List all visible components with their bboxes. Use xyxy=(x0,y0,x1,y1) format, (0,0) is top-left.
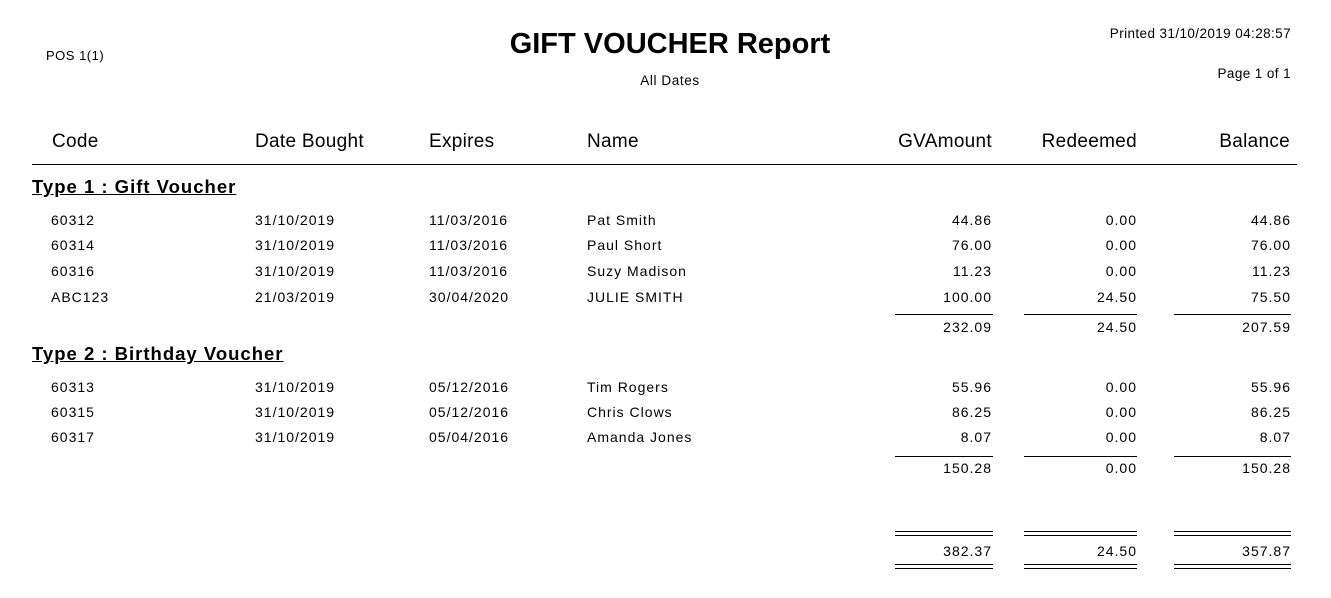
cell-expires: 11/03/2016 xyxy=(429,263,509,279)
cell-redeemed: 0.00 xyxy=(1105,429,1137,445)
printed-timestamp: Printed 31/10/2019 04:28:57 xyxy=(1109,26,1291,41)
column-header-balance: Balance xyxy=(1219,131,1290,152)
grand-total-double-rule xyxy=(1024,531,1137,536)
cell-expires: 11/03/2016 xyxy=(429,212,509,228)
cell-date-bought: 31/10/2019 xyxy=(255,263,336,279)
cell-balance: 86.25 xyxy=(1250,404,1291,420)
column-header-date-bought: Date Bought xyxy=(255,131,364,152)
grand-total-double-rule xyxy=(895,564,993,569)
column-header-code: Code xyxy=(52,131,99,152)
cell-gv-amount: 55.96 xyxy=(951,379,992,395)
cell-date-bought: 31/10/2019 xyxy=(255,404,336,420)
cell-date-bought: 31/10/2019 xyxy=(255,212,336,228)
subtotal-balance: 150.28 xyxy=(1242,460,1291,476)
cell-expires: 30/04/2020 xyxy=(429,289,510,305)
subtotal-rule xyxy=(895,314,993,315)
cell-code: 60315 xyxy=(51,404,95,420)
section-title: Type 1 : Gift Voucher xyxy=(32,176,237,197)
grand-total-gv-amount: 382.37 xyxy=(943,543,992,559)
cell-code: 60314 xyxy=(51,237,95,253)
subtotal-redeemed: 24.50 xyxy=(1096,319,1137,335)
pos-label: POS 1(1) xyxy=(46,48,105,63)
cell-name: Paul Short xyxy=(587,237,663,253)
cell-expires: 05/12/2016 xyxy=(429,379,510,395)
cell-name: Amanda Jones xyxy=(587,429,693,445)
cell-redeemed: 0.00 xyxy=(1105,379,1137,395)
grand-total-double-rule xyxy=(1174,531,1291,536)
cell-expires: 11/03/2016 xyxy=(429,237,509,253)
cell-balance: 11.23 xyxy=(1252,263,1291,279)
column-header-redeemed: Redeemed xyxy=(1041,131,1137,152)
section-title: Type 2 : Birthday Voucher xyxy=(32,343,284,364)
grand-total-balance: 357.87 xyxy=(1242,543,1291,559)
cell-code: 60313 xyxy=(51,379,95,395)
cell-name: Chris Clows xyxy=(587,404,673,420)
cell-gv-amount: 44.86 xyxy=(951,212,992,228)
cell-redeemed: 0.00 xyxy=(1105,404,1137,420)
subtotal-rule xyxy=(1174,456,1291,457)
cell-date-bought: 31/10/2019 xyxy=(255,379,336,395)
cell-expires: 05/04/2016 xyxy=(429,429,510,445)
grand-total-redeemed: 24.50 xyxy=(1096,543,1137,559)
cell-redeemed: 0.00 xyxy=(1105,212,1137,228)
cell-balance: 75.50 xyxy=(1250,289,1291,305)
cell-redeemed: 24.50 xyxy=(1096,289,1137,305)
cell-name: Suzy Madison xyxy=(587,263,687,279)
subtotal-redeemed: 0.00 xyxy=(1105,460,1137,476)
cell-balance: 76.00 xyxy=(1250,237,1291,253)
cell-balance: 55.96 xyxy=(1250,379,1291,395)
cell-name: JULIE SMITH xyxy=(587,289,684,305)
subtotal-rule xyxy=(895,456,993,457)
cell-gv-amount: 76.00 xyxy=(951,237,992,253)
column-header-gv-amount: GVAmount xyxy=(898,131,992,152)
cell-code: 60317 xyxy=(51,429,95,445)
cell-expires: 05/12/2016 xyxy=(429,404,510,420)
column-header-name: Name xyxy=(587,131,639,152)
subtotal-balance: 207.59 xyxy=(1242,319,1291,335)
cell-code: ABC123 xyxy=(51,289,110,305)
header-divider xyxy=(32,164,1297,165)
cell-date-bought: 31/10/2019 xyxy=(255,237,336,253)
report-title: GIFT VOUCHER Report xyxy=(509,28,831,60)
cell-balance: 44.86 xyxy=(1250,212,1291,228)
cell-date-bought: 21/03/2019 xyxy=(255,289,336,305)
cell-redeemed: 0.00 xyxy=(1105,263,1137,279)
cell-gv-amount: 100.00 xyxy=(943,289,992,305)
page-number: Page 1 of 1 xyxy=(1217,66,1291,81)
cell-code: 60316 xyxy=(51,263,95,279)
cell-gv-amount: 8.07 xyxy=(960,429,992,445)
subtotal-gv-amount: 150.28 xyxy=(943,460,992,476)
subtotal-rule xyxy=(1024,456,1137,457)
cell-name: Tim Rogers xyxy=(587,379,669,395)
cell-gv-amount: 11.23 xyxy=(953,263,992,279)
cell-code: 60312 xyxy=(51,212,95,228)
subtotal-rule xyxy=(1024,314,1137,315)
grand-total-double-rule xyxy=(895,531,993,536)
grand-total-double-rule xyxy=(1174,564,1291,569)
cell-balance: 8.07 xyxy=(1259,429,1291,445)
subtotal-rule xyxy=(1174,314,1291,315)
subtotal-gv-amount: 232.09 xyxy=(943,319,992,335)
cell-gv-amount: 86.25 xyxy=(951,404,992,420)
column-header-expires: Expires xyxy=(429,131,495,152)
cell-name: Pat Smith xyxy=(587,212,657,228)
report-subtitle: All Dates xyxy=(640,73,700,88)
cell-date-bought: 31/10/2019 xyxy=(255,429,336,445)
grand-total-double-rule xyxy=(1024,564,1137,569)
cell-redeemed: 0.00 xyxy=(1105,237,1137,253)
